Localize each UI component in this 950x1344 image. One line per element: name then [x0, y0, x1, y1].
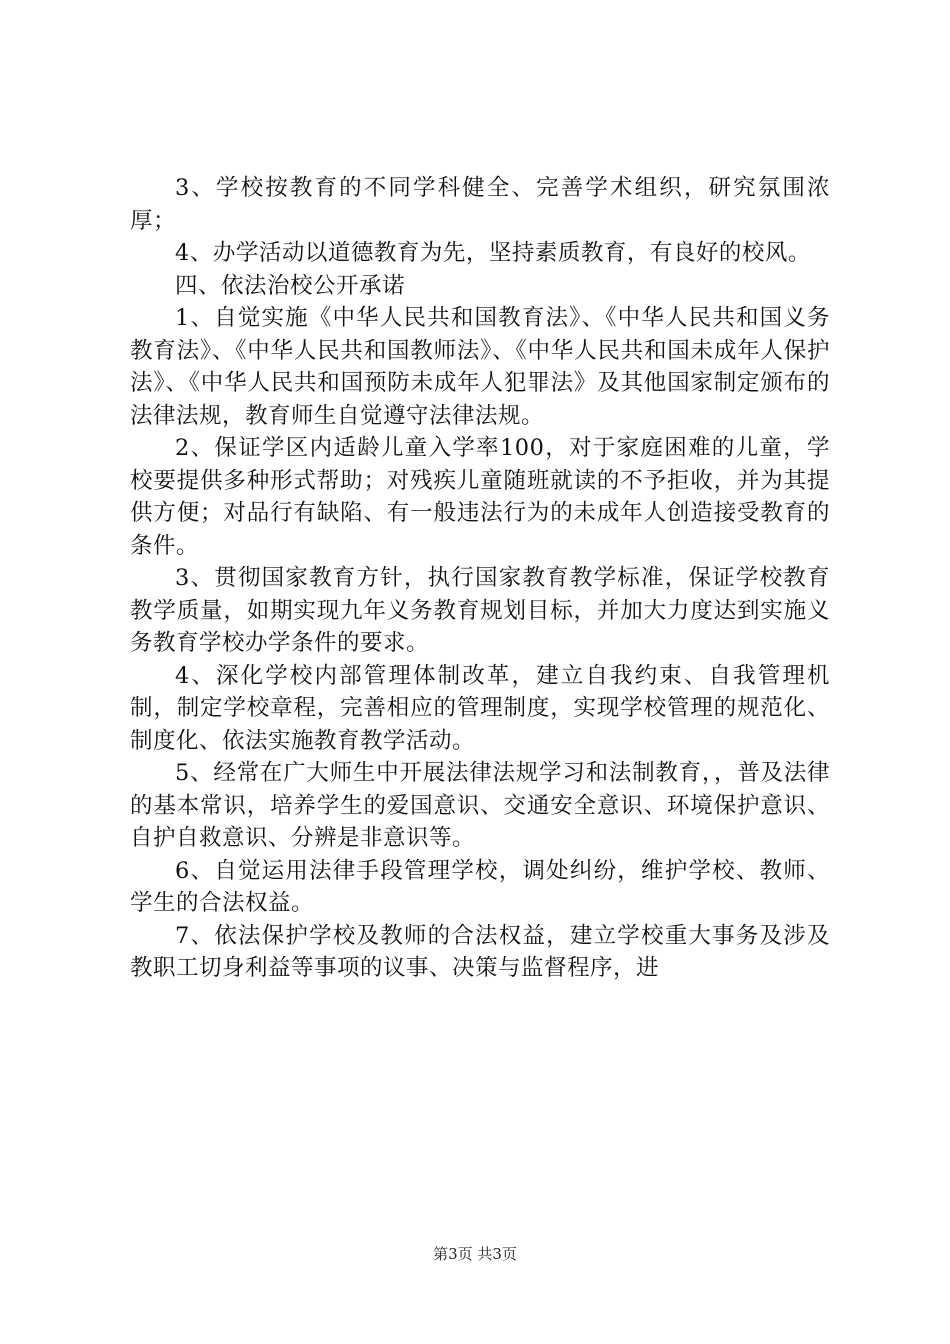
section-heading: 四、依法治校公开承诺	[175, 272, 406, 299]
document-body	[130, 172, 830, 985]
paragraph-legal-education: 5、经常在广大师生中开展法律法规学习和法制教育，，普及法律的基本常识，培养学生的爱国意识、交通安全意识、环境保护意识、自护自救意识、分辨是非意识等。	[130, 760, 830, 851]
paragraph-legal-means: 6、自觉运用法律手段管理学校，调处纠纷，维护学校、教师、学生的合法权益。	[130, 857, 830, 916]
paragraph-laws-implementation: 1、自觉实施《中华人民共和国教育法》、《中华人民共和国义务教育法》、《中华人民共和国教师法》、《中华人民共和国未成年人保护法》、《中华人民共和国预防未成年人犯罪法》及其他国家制定颁布的法律法规，教育师生自觉遵守法律法规。	[130, 305, 830, 429]
paragraph-moral-education: 4、办学活动以道德教育为先，坚持素质教育，有良好的校风。	[175, 240, 811, 266]
paragraph-education-policy: 3、贯彻国家教育方针，执行国家教育教学标准，保证学校教育教学质量，如期实现九年义务教育规划目标，并加大力度达到实施义务教育学校办学条件的要求。	[130, 565, 830, 656]
page-footer: 第3页 共3页	[433, 1245, 517, 1263]
paragraph-management-reform: 4、深化学校内部管理体制改革，建立自我约束、自我管理机制，制定学校章程，完善相应的管理制度，实现学校管理的规范化、制度化、依法实施教育教学活动。	[130, 662, 830, 754]
paragraph-rights-protection: 7、依法保护学校及教师的合法权益，建立学校重大事务及涉及教职工切身利益等事项的议事、决策与监督程序，进	[130, 922, 830, 981]
paragraph-enrollment-rate: 2、保证学区内适龄儿童入学率100，对于家庭困难的儿童，学校要提供多种形式帮助；对残疾儿童随班就读的不予拒收，并为其提供方便；对品行有缺陷、有一般违法行为的未成年人创造接受教育的条件。	[130, 435, 830, 559]
paragraph-academic-organization: 3、学校按教育的不同学科健全、完善学术组织，研究氛围浓厚；	[130, 175, 830, 234]
